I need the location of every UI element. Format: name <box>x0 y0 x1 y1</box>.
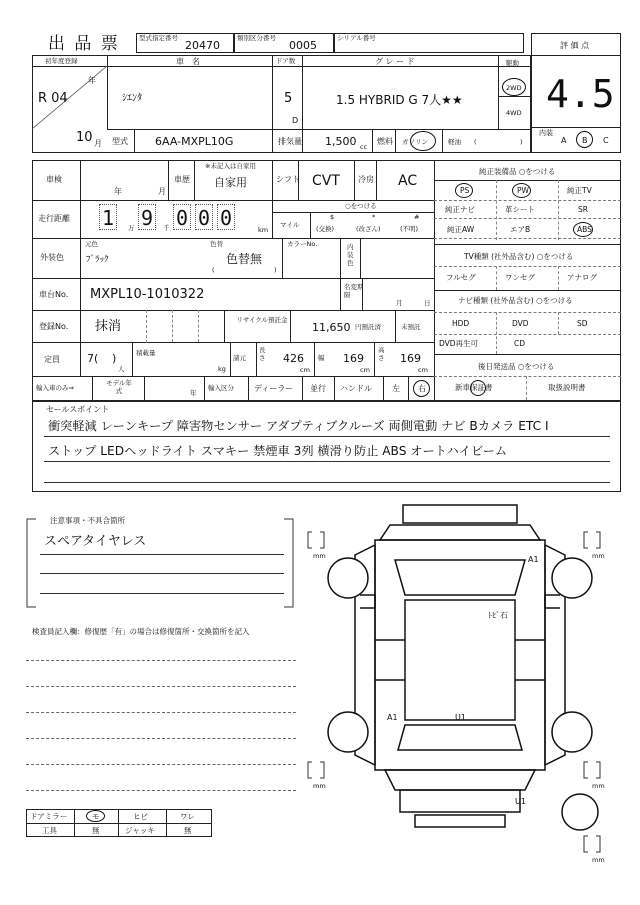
import-parallel: 並行 <box>310 384 326 393</box>
displacement-value: 1,500 <box>325 135 357 148</box>
mm-label-5: mm <box>592 856 605 864</box>
mark-u1-side: U1 <box>455 713 466 722</box>
ac-label: 冷房 <box>358 175 374 184</box>
model-type-value: 6AA-MXPL10G <box>155 135 234 148</box>
doors-label: ドア数 <box>276 57 296 65</box>
shaken-year-unit: 年 <box>114 187 122 196</box>
mileage-digit-2: 9 <box>138 204 156 230</box>
color-change-paren-close: ) <box>274 266 277 274</box>
mileage-digit-4: 0 <box>195 204 213 230</box>
recycle-not-deposited: 未預託 <box>401 323 421 331</box>
fuel-gasoline-circle <box>410 131 436 151</box>
model-year-unit: 年 <box>190 389 197 397</box>
model-type-label: 型式 <box>112 137 128 146</box>
handle-left: 左 <box>392 384 400 393</box>
bottom-tools-value: 無 <box>92 826 100 835</box>
grade-label: グ レ ー ド <box>375 57 415 66</box>
fuel-label: 燃料 <box>377 137 393 146</box>
equip-abs-circle <box>573 222 593 237</box>
drive-label: 駆動 <box>506 59 519 67</box>
equip-aw: 純正AW <box>447 225 475 234</box>
load-label: 積載量 <box>136 349 156 357</box>
fuel-gasoline: ガソリン <box>402 138 428 146</box>
mm-label-2: mm <box>592 552 605 560</box>
warranty-book: 新車保証書 <box>455 383 493 392</box>
fuel-light-oil: 軽油 <box>448 138 461 146</box>
mileage-km: km <box>258 226 269 234</box>
equipment-header: 純正装備品 ○をつける <box>479 167 556 176</box>
interior-color-label: 内装色 <box>347 243 354 267</box>
bottom-jack: ジャッキ <box>125 826 155 835</box>
shaken-label: 車検 <box>46 175 62 184</box>
bottom-tools: 工具 <box>42 826 57 835</box>
interior-grade-c: C <box>603 136 609 145</box>
name-change-month: 月 <box>396 299 403 307</box>
notes-bracket <box>26 518 294 608</box>
displacement-label: 排気量 <box>278 137 302 146</box>
first-reg-month: 10 <box>76 130 93 145</box>
color-change-label: 色替 <box>210 240 223 248</box>
handle-right: 右 <box>418 384 426 393</box>
shift-label: シフト <box>276 175 300 184</box>
width-unit: cm <box>360 366 370 374</box>
category-label: 類別区分番号 <box>237 34 276 42</box>
mirror-value-circle <box>86 810 105 822</box>
mileage-digit-1: 1 <box>99 204 117 230</box>
capacity-label: 定員 <box>44 355 60 364</box>
doors-value: 5 <box>284 91 293 106</box>
ac-value: AC <box>398 173 418 189</box>
manual-book: 取扱説明書 <box>548 383 586 392</box>
recycle-deposited: 円預託済 <box>355 323 381 331</box>
import-dealer: ディーラー <box>254 384 294 393</box>
car-damage-diagram <box>300 500 630 870</box>
drive-2wd-circle <box>502 78 526 96</box>
tv-fullseg: フルセグ <box>446 273 476 282</box>
equip-tv: 純正TV <box>567 186 592 195</box>
aftermarket-header: 後日発送品 ○をつける <box>478 362 555 371</box>
name-change-day: 日 <box>424 299 431 307</box>
reg-no-label: 登録No. <box>39 322 69 331</box>
height-label: 高さ <box>378 346 385 362</box>
drive-4wd: 4WD <box>506 109 522 117</box>
rating-label: 評 価 点 <box>560 41 590 50</box>
length-value: 426 <box>283 352 304 365</box>
recycle-amount: 11,650 <box>312 321 351 334</box>
inspector-label: 検査員記入欄：修復歴「有」の場合は修復箇所・交換箇所を記入 <box>32 627 250 636</box>
mileage-digit-5: 0 <box>217 204 235 230</box>
mileage-star: * <box>372 213 376 221</box>
import-type-label: 輸入区分 <box>208 384 234 392</box>
recycle-label: リサイクル預託金 <box>236 316 288 324</box>
first-reg-year-unit: 年 <box>88 76 96 85</box>
import-label: 輸入車のみ⇒ <box>36 384 74 392</box>
height-unit: cm <box>418 366 428 374</box>
tv-oneseg: ワンセグ <box>505 273 535 282</box>
chassis-label: 車台No. <box>39 290 69 299</box>
nav-sd: SD <box>577 319 588 328</box>
equip-pw: PW <box>517 186 529 195</box>
serial-label: シリアル番号 <box>337 34 376 42</box>
capacity-unit: 人 <box>118 365 125 373</box>
length-label: 長さ <box>259 346 266 362</box>
mileage-mile: マイル <box>280 221 300 229</box>
car-name-label: 車 名 <box>176 57 200 66</box>
capacity-value: 7( <box>87 352 99 365</box>
model-year-label: モデル年式 <box>106 379 132 396</box>
tv-analog: アナログ <box>567 273 597 282</box>
rating-value: 4.5 <box>546 72 615 116</box>
sales-points-label: セールスポイント <box>46 405 110 414</box>
chassis-value: MXPL10-1010322 <box>90 287 205 302</box>
color-change-value: 色替無 <box>226 252 263 266</box>
interior-grade-a: A <box>561 136 567 145</box>
mileage-man: 万 <box>128 224 135 232</box>
bottom-crack: ヒビ <box>133 812 148 821</box>
displacement-unit: cc <box>360 143 368 151</box>
load-unit: kg <box>218 365 226 373</box>
interior-grade-label: 内装 <box>539 129 553 137</box>
equip-ps-circle <box>455 183 473 198</box>
sales-points-line2: ストップ LEDヘッドライト スマキー 禁煙車 3列 横滑り防止 ABS オートハイビーム <box>48 444 508 458</box>
bottom-mirror: ドアミラー <box>30 812 68 821</box>
mileage-change-note: ○をつける <box>345 202 377 210</box>
equip-pw-circle <box>512 183 531 198</box>
shift-value: CVT <box>312 173 340 189</box>
handle-label: ハンドル <box>340 384 372 393</box>
mileage-hash: # <box>414 213 420 221</box>
model-designation-label: 型式指定番号 <box>139 34 178 42</box>
first-reg-month-unit: 月 <box>94 139 102 148</box>
grade-value: 1.5 HYBRID G 7人★★ <box>336 93 463 107</box>
car-name-value: ｼｴﾝﾀ <box>122 93 142 104</box>
mileage-unknown: (不明) <box>400 225 419 233</box>
dvd-playable: DVD再生可 <box>439 339 479 348</box>
mark-u1-rear: U1 <box>515 797 526 806</box>
doors-sub: D <box>292 116 299 125</box>
shaken-month-unit: 月 <box>158 187 166 196</box>
capacity-close: ) <box>112 352 117 365</box>
first-reg-year: R 04 <box>38 91 68 106</box>
name-change-label: 名変期限 <box>344 283 364 300</box>
reg-no-value: 抹消 <box>95 319 122 334</box>
history-value: 自家用 <box>214 176 247 189</box>
category-value: 0005 <box>289 39 317 52</box>
mileage-sen: 千 <box>163 224 170 232</box>
mark-a1-top: A1 <box>528 555 539 564</box>
mm-label-1: mm <box>313 552 326 560</box>
color-no-label: カラーNo. <box>287 240 318 248</box>
mileage-exchange: (交換) <box>316 225 335 233</box>
bottom-mirror-value: モ <box>92 812 100 821</box>
warranty-circle <box>470 380 486 396</box>
nav-dvd: DVD <box>512 319 529 328</box>
fuel-paren-close: ) <box>520 138 523 146</box>
exterior-label: 外装色 <box>40 253 64 262</box>
document-title: 出 品 票 <box>48 34 120 54</box>
equip-ps: PS <box>460 186 470 195</box>
drive-2wd: 2WD <box>506 84 522 92</box>
tv-header: TV種類 (社外品含む) ○をつける <box>464 252 574 261</box>
orig-color-label: 元色 <box>85 240 98 248</box>
nav-hdd: HDD <box>452 319 470 328</box>
notes-label: 注意事項・不具合箇所 <box>50 516 125 525</box>
mileage-tampered: (改ざん) <box>356 225 381 233</box>
mileage-digit-3: 0 <box>173 204 191 230</box>
dims-label: 諸元 <box>233 354 246 362</box>
bottom-break: ワレ <box>180 812 195 821</box>
color-change-paren: ( <box>212 266 215 274</box>
mark-stone-chip: ﾄﾋﾞ石 <box>488 611 508 620</box>
width-label: 幅 <box>318 354 325 362</box>
length-unit: cm <box>300 366 310 374</box>
mark-a1-side: A1 <box>387 713 398 722</box>
first-reg-label: 初年度登録 <box>45 57 78 65</box>
history-label: 車歴 <box>174 175 190 184</box>
equip-airbag: エアB <box>510 225 531 234</box>
height-value: 169 <box>400 352 421 365</box>
equip-navi: 純正ナビ <box>445 205 475 214</box>
orig-color-value: ﾌﾞﾗｯｸ <box>86 255 109 265</box>
equip-leather: 革シート <box>505 205 535 214</box>
interior-grade-b: B <box>582 136 588 145</box>
equip-abs: ABS <box>577 225 592 234</box>
mileage-dollar: $ <box>330 213 335 221</box>
sales-points-line1: 衝突軽減 レーンキープ 障害物センサー アダプティブクルーズ 両側電動 ナビ Bカメラ ETC I <box>48 419 549 433</box>
interior-grade-b-circle <box>576 131 593 148</box>
history-note: ※未記入は自家用 <box>205 162 256 170</box>
mm-label-3: mm <box>313 782 326 790</box>
notes-value: スペアタイヤレス <box>44 534 147 549</box>
mileage-label: 走行距離 <box>38 214 70 223</box>
width-value: 169 <box>343 352 364 365</box>
equip-sr: SR <box>578 205 588 214</box>
bottom-jack-value: 無 <box>184 826 192 835</box>
fuel-paren: ( <box>474 138 477 146</box>
mm-label-4: mm <box>592 782 605 790</box>
model-designation-value: 20470 <box>185 39 220 52</box>
dvd-cd: CD <box>514 339 526 348</box>
handle-right-circle <box>413 380 430 397</box>
nav-header: ナビ種類 (社外品含む) ○をつける <box>458 296 573 305</box>
